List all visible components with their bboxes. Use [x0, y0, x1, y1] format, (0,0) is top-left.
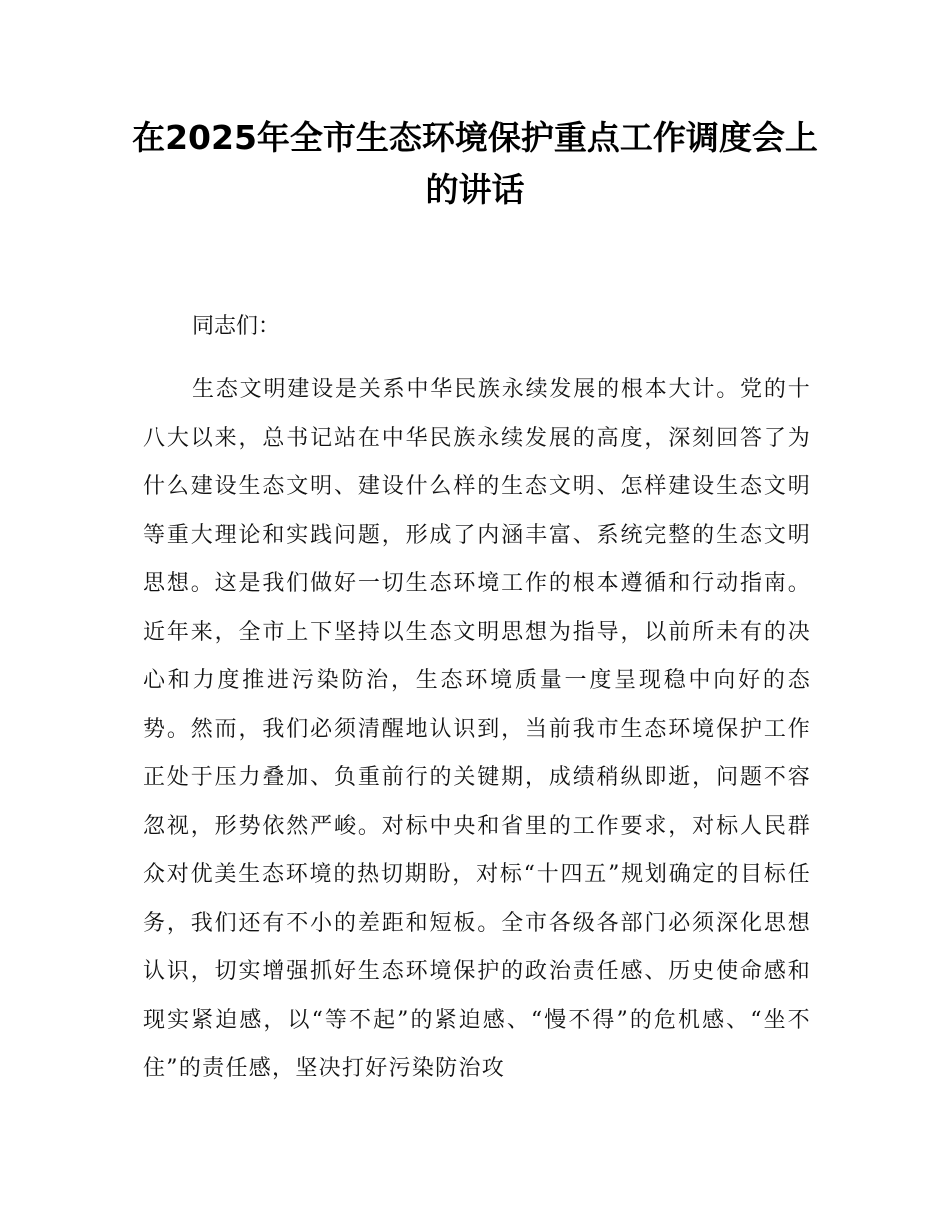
document-title: 在2025年全市生态环境保护重点工作调度会上的讲话 [132, 118, 818, 209]
salutation: 同志们： [192, 314, 281, 339]
body-paragraph: 生态文明建设是关系中华民族永续发展的根本大计。党的十八大以来，总书记站在中华民族永续发展的高度，深刻回答了为什么建设生态文明、建设什么样的生态文明、怎样建设生态文明等重大理论和实践问题，形成了内涵丰富、系统完整的生态文明思想。这是我们做好一切生态环境工作的根本遵循和行动指南。近年来，全市上下坚持以生态文明思想为指导，以前所未有的决心和力度推进污染防治，生态环境质量一度呈现稳中向好的态势。然而，我们必须清醒地认识到，当前我市生态环境保护工作正处于压力叠加、负重前行的关键期，成绩稍纵即逝，问题不容忽视，形势依然严峻。对标中央和省里的工作要求，对标人民群众对优美生态环境的热切期盼，对标“十四五”规划确定的目标任务，我们还有不小的差距和短板。全市各级各部门必须深化思想认识，切实增强抓好生态环境保护的政治责任感、历史使命感和现实紧迫感，以“等不起”的紧迫感、“慢不得”的危机感、“坐不住”的责任感，坚决打好污染防治攻 [143, 377, 811, 1081]
